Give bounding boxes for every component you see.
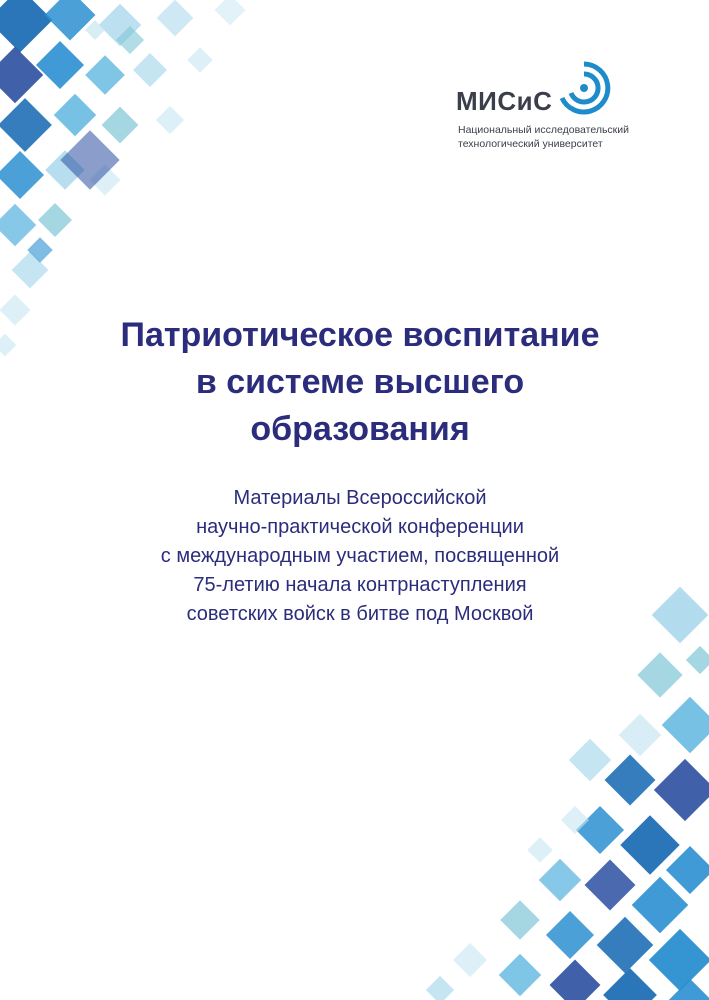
decor-square: [500, 900, 540, 940]
decor-square: [426, 976, 454, 1000]
document-title: [60, 312, 660, 453]
decor-square: [0, 0, 53, 53]
decor-square: [576, 806, 624, 854]
logo-rings-icon: [556, 60, 612, 116]
subtitle-line: с международным участием, посвященной: [160, 545, 560, 567]
decor-square: [603, 968, 657, 1000]
decor-square: [45, 0, 96, 40]
decor-square: [662, 697, 709, 754]
decor-square: [652, 587, 709, 644]
decor-square: [156, 106, 184, 134]
document-subtitle: [60, 484, 660, 629]
decor-square: [0, 294, 31, 325]
decor-square: [550, 960, 601, 1000]
logo-subtitle: [458, 123, 688, 151]
decor-square: [654, 759, 709, 821]
decor-square: [605, 755, 656, 806]
decor-square: [187, 47, 212, 72]
mosaic-bottom-right: [426, 587, 709, 1000]
decor-square: [632, 877, 689, 934]
mosaic-top-left: [0, 0, 246, 356]
decor-square: [214, 0, 245, 26]
decor-square: [0, 204, 36, 246]
decor-square: [0, 47, 43, 104]
decor-square: [637, 652, 682, 697]
decor-square: [0, 151, 44, 199]
decor-square: [85, 55, 125, 95]
title-line: Патриотическое воспитание: [120, 316, 600, 354]
decor-square: [527, 837, 552, 862]
decor-square: [619, 714, 661, 756]
subtitle-line: Материалы Всероссийской: [233, 487, 487, 509]
decor-square: [546, 911, 594, 959]
subtitle-line: 75-летию начала контрнаступления: [193, 574, 527, 596]
decor-square: [666, 846, 709, 894]
decor-square: [686, 646, 709, 674]
logo-subtitle-line: технологический университет: [458, 138, 603, 150]
decor-square: [539, 859, 581, 901]
decor-square: [499, 954, 541, 996]
decor-square: [569, 739, 611, 781]
logo-wordmark: МИСиС: [456, 86, 553, 116]
university-logo: [456, 60, 686, 160]
logo-subtitle-line: Национальный исследовательский: [458, 124, 629, 136]
subtitle-line: советских войск в битве под Москвой: [186, 603, 534, 625]
decor-square: [597, 917, 654, 974]
decor-square: [585, 860, 636, 911]
decor-square: [649, 929, 709, 991]
title-line: образования: [250, 410, 470, 448]
decor-square: [102, 107, 139, 144]
decor-square: [36, 41, 84, 89]
decor-square: [453, 943, 487, 977]
decor-square: [0, 98, 52, 152]
decor-square: [133, 53, 167, 87]
decor-square: [38, 203, 72, 237]
decor-square: [157, 0, 194, 36]
title-line: в системе высшего: [195, 363, 525, 401]
decor-square: [0, 334, 16, 357]
subtitle-line: научно-практической конференции: [196, 516, 524, 538]
decor-square: [54, 94, 96, 136]
